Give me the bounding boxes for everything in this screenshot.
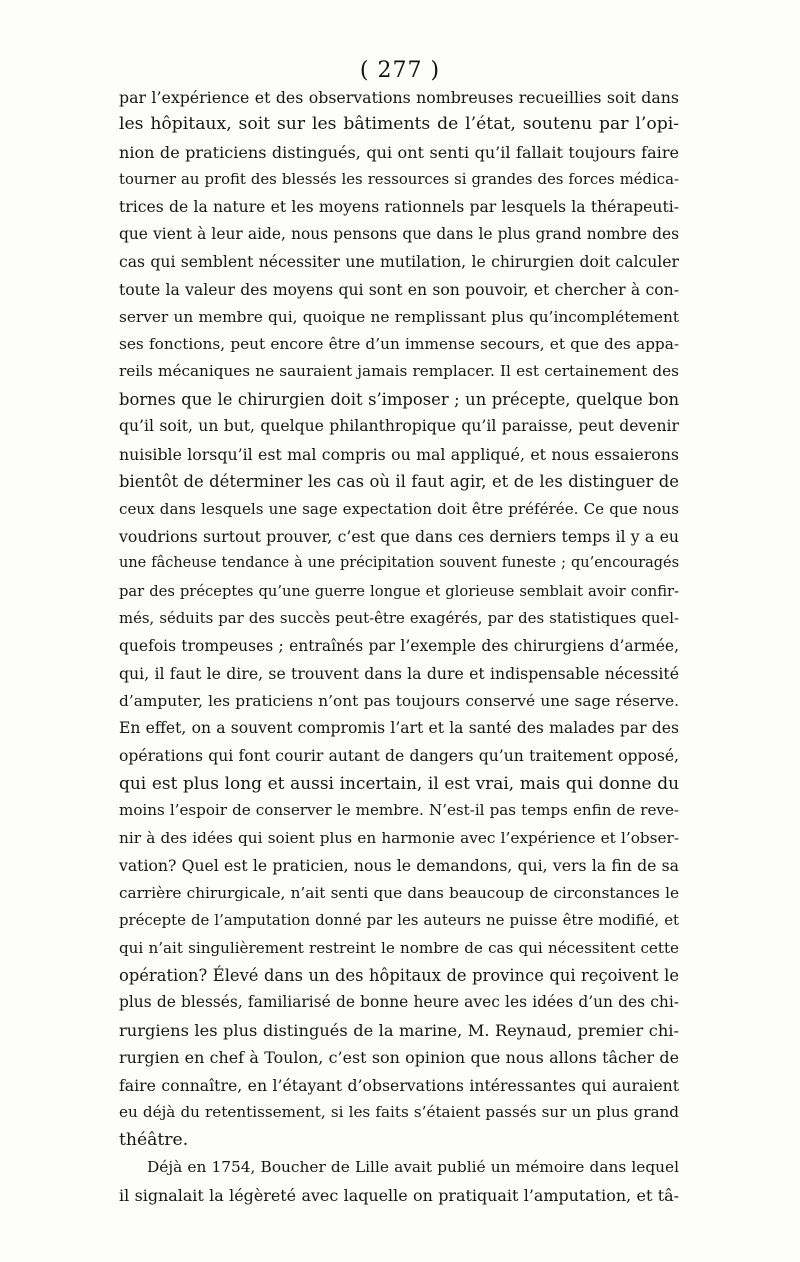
text-line: précepte de l’amputation donné par les auteurs ne puisse être modifié, et xyxy=(119,911,679,930)
text-line: En effet, on a souvent compromis l’art et la santé des malades par des xyxy=(119,719,679,738)
text-line: més, séduits par des succès peut-être exagérés, par des statistiques quel- xyxy=(119,609,679,628)
text-line: rurgiens les plus distingués de la marine, M. Reynaud, premier chi- xyxy=(119,1020,679,1040)
text-line: par des préceptes qu’une guerre longue et glorieuse semblait avoir confir- xyxy=(119,582,679,600)
text-line: quefois trompeuses ; entraînés par l’exemple des chirurgiens d’armée, xyxy=(119,636,679,655)
text-line: qui est plus long et aussi incertain, il est vrai, mais qui donne du xyxy=(119,772,679,793)
text-line: une fâcheuse tendance à une précipitation souvent funeste ; qu’encouragés xyxy=(119,555,679,572)
text-line: ceux dans lesquels une sage expectation doit être préférée. Ce que nous xyxy=(119,499,679,518)
text-line: voudrions surtout prouver, c’est que dans ces derniers temps il y a eu xyxy=(119,527,679,546)
text-line: cas qui semblent nécessiter une mutilation, le chirurgien doit calculer xyxy=(119,252,679,271)
text-line: d’amputer, les praticiens n’ont pas toujours conservé une sage réserve. xyxy=(119,691,679,710)
paragraph-end-line: théâtre. xyxy=(119,1129,189,1150)
text-line: carrière chirurgicale, n’ait senti que dans beaucoup de circonstances le xyxy=(119,883,679,902)
text-line: plus de blessés, familiarisé de bonne heure avec les idées d’un des chi- xyxy=(119,993,679,1012)
text-line: nir à des idées qui soient plus en harmonie avec l’expérience et l’obser- xyxy=(119,828,679,847)
text-line: que vient à leur aide, nous pensons que dans le plus grand nombre des xyxy=(119,225,679,244)
text-line: tourner au profit des blessés les ressources si grandes des forces médica- xyxy=(119,170,679,189)
text-line: moins l’espoir de conserver le membre. N’est-il pas temps enfin de reve- xyxy=(119,801,679,820)
text-line: rurgien en chef à Toulon, c’est son opinion que nous allons tâcher de xyxy=(119,1048,679,1068)
text-line: bornes que le chirurgien doit s’imposer ; un précepte, quelque bon xyxy=(119,389,679,409)
text-line: opération? Élevé dans un des hôpitaux de province qui reçoivent le xyxy=(119,966,679,985)
text-line: faire connaître, en l’étayant d’observations intéressantes qui auraient xyxy=(119,1075,679,1095)
text-line: il signalait la légèreté avec laquelle on pratiquait l’amputation, et tâ- xyxy=(119,1185,679,1205)
text-line: server un membre qui, quoique ne remplissant plus qu’incomplétement xyxy=(119,307,679,326)
paragraph-start-line: Déjà en 1754, Boucher de Lille avait publié un mémoire dans lequel xyxy=(147,1158,679,1177)
text-line: bientôt de déterminer les cas où il faut agir, et de les distinguer de xyxy=(119,472,679,492)
text-line: vation? Quel est le praticien, nous le demandons, qui, vers la fin de sa xyxy=(119,856,679,876)
text-line: toute la valeur des moyens qui sont en son pouvoir, et chercher à con- xyxy=(119,280,679,300)
text-line: qui n’ait singulièrement restreint le nombre de cas qui nécessitent cette xyxy=(119,938,679,957)
text-line: opérations qui font courir autant de dangers qu’un traitement opposé, xyxy=(119,746,679,765)
text-line: eu déjà du retentissement, si les faits s’étaient passés sur un plus grand xyxy=(119,1103,679,1122)
body-text xyxy=(119,84,679,1209)
text-line: reils mécaniques ne sauraient jamais remplacer. Il est certainement des xyxy=(119,362,679,381)
text-line: qui, il faut le dire, se trouvent dans la dure et indispensable nécessité xyxy=(119,664,679,684)
text-line: nion de praticiens distingués, qui ont senti qu’il fallait toujours faire xyxy=(119,142,679,162)
text-line: trices de la nature et les moyens rationnels par lesquels la thérapeuti- xyxy=(119,197,679,216)
text-line: par l’expérience et des observations nombreuses recueillies soit dans xyxy=(119,88,679,107)
text-line: les hôpitaux, soit sur les bâtiments de l’état, soutenu par l’opi- xyxy=(119,114,679,135)
text-line: qu’il soit, un but, quelque philanthropique qu’il paraisse, peut devenir xyxy=(119,417,679,436)
page-number: ( 277 ) xyxy=(359,58,441,83)
text-line: nuisible lorsqu’il est mal compris ou mal appliqué, et nous essaierons xyxy=(119,444,679,464)
text-line: ses fonctions, peut encore être d’un immense secours, et que des appa- xyxy=(119,334,679,353)
